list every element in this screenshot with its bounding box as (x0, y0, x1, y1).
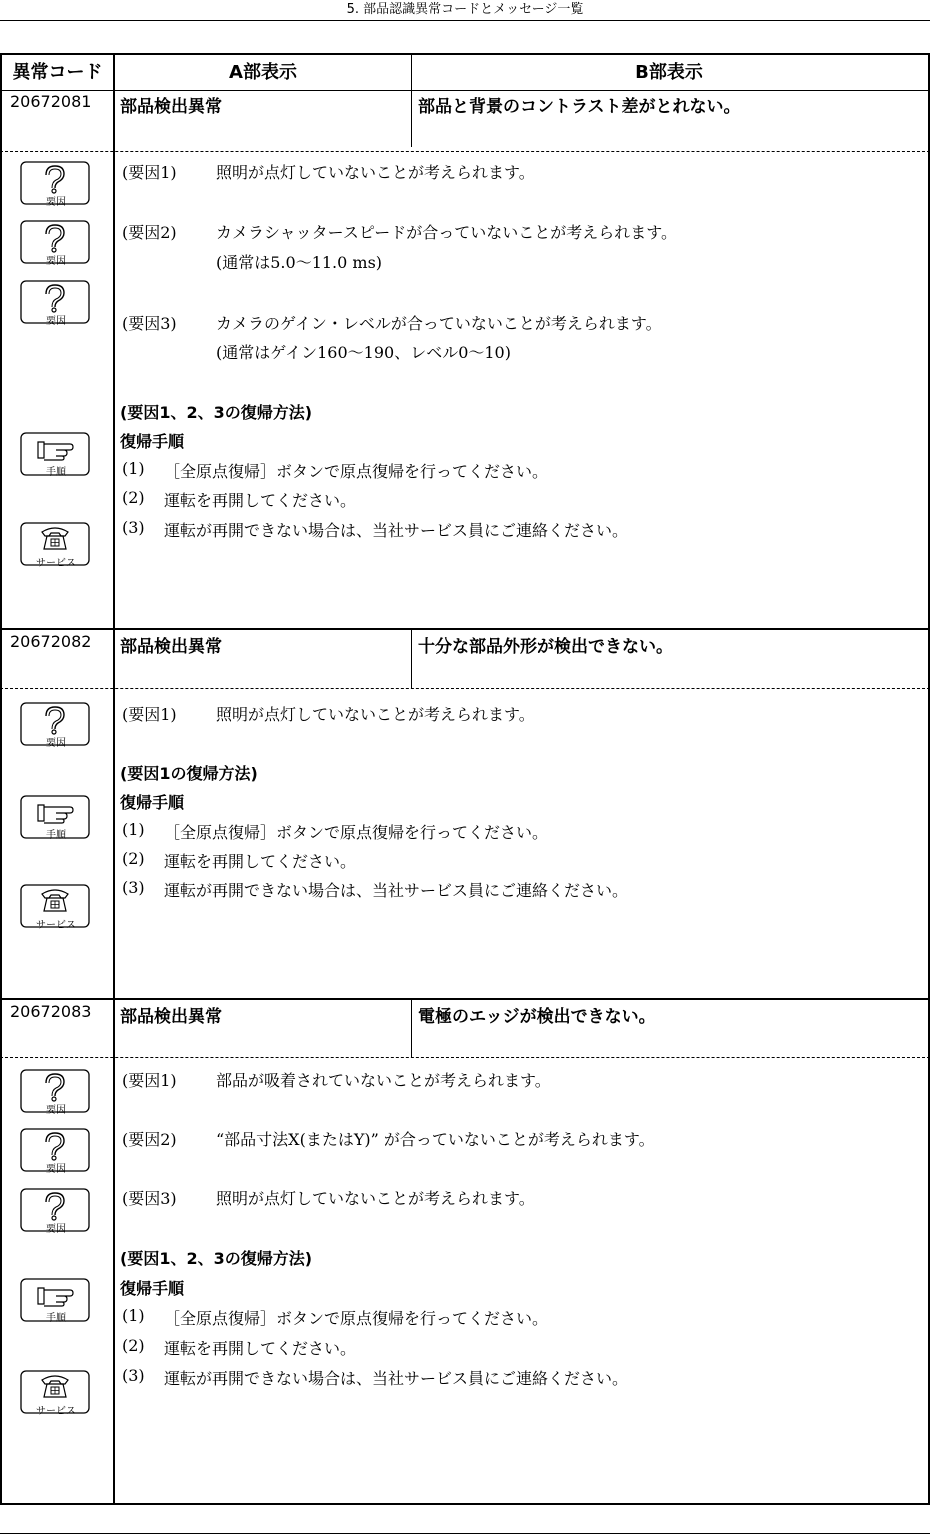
step-text: 運転を再開してください。 (164, 1339, 357, 1358)
cause-note: (通常は5.0～11.0 ms) (216, 253, 383, 272)
b-display: 十分な部品外形が検出できない。 (418, 637, 673, 657)
entry-separator (2, 998, 928, 1000)
cause-text: “部品寸法X(またはY)” が合っていないことが考えられます。 (216, 1130, 655, 1149)
icon-label: サービス (36, 1406, 76, 1417)
icon-label: 手順 (46, 1313, 66, 1324)
step-number: (2) (122, 849, 145, 868)
icon-label: 要因 (46, 1105, 66, 1116)
step-text: 運転が再開できない場合は、当社サービス員にご連絡ください。 (164, 1369, 629, 1388)
footer-rule (0, 1533, 930, 1534)
b-display: 部品と背景のコントラスト差がとれない。 (418, 97, 741, 117)
cause-label: (要因1) (122, 1071, 177, 1090)
procedure-title: 復帰手順 (120, 1279, 185, 1298)
icon-label: 手順 (46, 830, 66, 841)
dashed-separator (0, 151, 930, 152)
step-number: (2) (122, 488, 145, 507)
header-rule (0, 20, 930, 21)
cause-label: (要因1) (122, 705, 177, 724)
recovery-title: (要因1の復帰方法) (120, 764, 258, 783)
error-code: 20672082 (10, 632, 92, 651)
cause-text: 部品が吸着されていないことが考えられます。 (216, 1071, 551, 1090)
a-display: 部品検出異常 (120, 1007, 222, 1027)
cause-text: カメラシャッタースピードが合っていないことが考えられます。 (216, 223, 677, 242)
icon-label: 要因 (46, 1224, 66, 1235)
step-text: 運転が再開できない場合は、当社サービス員にご連絡ください。 (164, 881, 629, 900)
entry-separator (2, 628, 928, 630)
cause-text: 照明が点灯していないことが考えられます。 (216, 1189, 535, 1208)
cause-label: (要因3) (122, 1189, 177, 1208)
icon-label: サービス (36, 558, 76, 569)
step-number: (1) (122, 1306, 145, 1325)
column-divider (411, 1000, 412, 1057)
cause-label: (要因3) (122, 314, 177, 333)
step-number: (3) (122, 1366, 145, 1385)
cause-text: 照明が点灯していないことが考えられます。 (216, 163, 535, 182)
cause-label: (要因2) (122, 1130, 177, 1149)
step-text: 運転が再開できない場合は、当社サービス員にご連絡ください。 (164, 521, 629, 540)
a-display: 部品検出異常 (120, 97, 222, 117)
icon-label: 要因 (46, 197, 66, 208)
cause-text: カメラのゲイン・レベルが合っていないことが考えられます。 (216, 314, 662, 333)
step-number: (3) (122, 518, 145, 537)
a-display: 部品検出異常 (120, 637, 222, 657)
step-number: (1) (122, 459, 145, 478)
icon-label: 要因 (46, 256, 66, 267)
header-a: A部表示 (229, 62, 297, 83)
icon-label: サービス (36, 920, 76, 931)
cause-label: (要因2) (122, 223, 177, 242)
dashed-separator (0, 688, 930, 689)
recovery-title: (要因1、2、3の復帰方法) (120, 1249, 313, 1268)
cause-label: (要因1) (122, 163, 177, 182)
header-bottom-rule (2, 90, 928, 91)
error-code: 20672083 (10, 1002, 92, 1021)
step-text: 運転を再開してください。 (164, 852, 357, 871)
column-divider (411, 630, 412, 688)
cause-text: 照明が点灯していないことが考えられます。 (216, 705, 535, 724)
procedure-title: 復帰手順 (120, 793, 185, 812)
procedure-title: 復帰手順 (120, 432, 185, 451)
icon-label: 要因 (46, 1164, 66, 1175)
step-text: ［全原点復帰］ボタンで原点復帰を行ってください。 (164, 462, 549, 481)
step-text: ［全原点復帰］ボタンで原点復帰を行ってください。 (164, 1309, 549, 1328)
step-text: ［全原点復帰］ボタンで原点復帰を行ってください。 (164, 823, 549, 842)
step-number: (3) (122, 878, 145, 897)
header-b: B部表示 (635, 62, 703, 83)
dashed-separator (0, 1057, 930, 1058)
icon-label: 手順 (46, 467, 66, 478)
step-text: 運転を再開してください。 (164, 491, 357, 510)
icon-label: 要因 (46, 316, 66, 327)
header-code: 異常コード (12, 62, 103, 83)
column-divider (113, 53, 115, 1503)
recovery-title: (要因1、2、3の復帰方法) (120, 403, 313, 422)
cause-note: (通常はゲイン160～190、レベル0～10) (216, 343, 511, 362)
page-header: 5. 部品認識異常コードとメッセージ一覧 (346, 2, 584, 17)
step-number: (1) (122, 820, 145, 839)
b-display: 電極のエッジが検出できない。 (418, 1007, 656, 1027)
column-divider (411, 91, 412, 147)
error-code: 20672081 (10, 92, 92, 111)
step-number: (2) (122, 1336, 145, 1355)
icon-label: 要因 (46, 738, 66, 749)
